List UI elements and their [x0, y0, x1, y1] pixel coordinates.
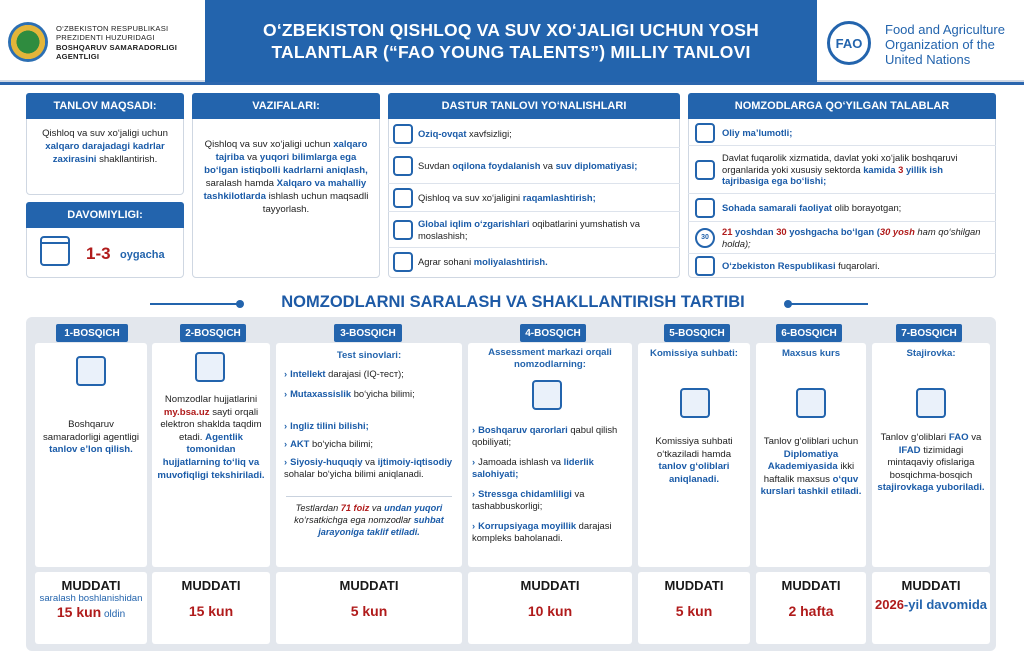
assessment-highlight: Stressga chidamliligi	[478, 488, 572, 499]
digital-agriculture-icon	[393, 188, 413, 208]
assessment-item: › Jamoada ishlash va liderlik salohiyati;	[472, 456, 594, 479]
stage-text-part: Boshqaruv samaradorligi agentligi	[43, 419, 139, 443]
assessment-highlight: Boshqaruv qarorlari	[478, 424, 568, 435]
duration-unit: oygacha	[120, 249, 165, 261]
climate-icon	[393, 220, 413, 240]
agency-header-block	[0, 0, 205, 82]
assessment-text: Jamoada ishlash va	[478, 456, 564, 467]
requirement-number: 3	[898, 163, 904, 175]
stage-text	[642, 436, 746, 486]
interview-icon	[680, 388, 710, 418]
test-text: darajasi (IQ-тест);	[325, 368, 404, 379]
duration-value: 1-3	[86, 244, 111, 263]
note-highlight: undan yuqori	[384, 503, 443, 513]
university-icon	[695, 123, 715, 143]
test-highlight: Intellekt	[290, 368, 326, 379]
stage-heading: Komissiya suhbati:	[650, 348, 738, 359]
test-item: › Mutaxassislik bo‘yicha bilimi;	[284, 388, 415, 399]
assessment-text: darajasi kompleks baholanadi.	[472, 520, 612, 543]
deadline-label: MUDDATI	[61, 578, 121, 593]
goal-text-part: shakllantirish.	[96, 154, 158, 165]
fao-header-block	[817, 0, 1024, 82]
section-title: NOMZODLARNI SARALASH VA SHAKLLANTIRISH TARTIBI	[281, 293, 745, 311]
deadline-label: MUDDATI	[520, 578, 580, 593]
requirement-item	[688, 254, 996, 278]
requirement-highlight: Sohada samarali faoliyat	[722, 201, 832, 213]
stage-heading: Assessment markazi orqali nomzodlarning:	[488, 347, 612, 370]
stage-deadline	[638, 572, 750, 644]
growth-chart-icon	[532, 380, 562, 410]
stage-deadline	[468, 572, 632, 644]
tasks-text-part: saralash hamda	[205, 178, 277, 189]
assessment-text: qabul qilish qobiliyati;	[472, 424, 618, 447]
section-dot	[236, 300, 244, 308]
program-directions-title: DASTUR TANLOVI YO‘NALISHLARI	[388, 93, 680, 119]
document-check-icon	[195, 352, 225, 382]
stage-deadline	[276, 572, 462, 644]
stage-tag: 4-BOSQICH	[520, 324, 586, 342]
requirement-text: fuqarolari.	[835, 260, 880, 272]
stage-deadline	[152, 572, 270, 644]
tasks-text-part: va	[244, 152, 260, 163]
agency-line: O‘ZBEKISTON RESPUBLIKASI	[56, 24, 169, 33]
requirement-number: 21	[722, 226, 733, 237]
stage-text-part: tizimidagi mintaqaviy ofislariga bosqichma-bosqich	[887, 444, 975, 481]
requirement-text: ham qo‘shilgan holda);	[722, 226, 981, 249]
stage-text-part: Tanlov g‘oliblari uchun	[763, 436, 859, 447]
tasks-text-part: ishlash uchun maqsadli tayyorlash.	[262, 191, 369, 215]
tasks-text-highlight: Xalqaro va mahalliy tashkilotlarda	[203, 178, 367, 202]
stage-text-highlight: IFAD	[898, 444, 921, 456]
fao-line: Food and Agriculture	[885, 22, 1005, 37]
calendar-icon	[40, 236, 70, 266]
test-item: › Siyosiy-huquqiy va ijtimoiy-iqtisodiy sohalar bo‘yicha bilimi aniqlanadi.	[284, 456, 453, 479]
test-text: sohalar bo‘yicha bilimi aniqlanadi.	[284, 468, 424, 479]
requirement-highlight: yillik ish tajribasiga ega bo‘lishi;	[722, 163, 943, 187]
website-link[interactable]: my.bsa.uz	[163, 406, 210, 418]
stage-text	[40, 419, 142, 457]
test-item: › AKT bo‘yicha bilimi;	[284, 438, 373, 449]
building-icon	[76, 356, 106, 386]
deadline-label: MUDDATI	[901, 578, 961, 593]
test-text: bo‘yicha bilimi;	[351, 388, 415, 399]
state-emblem-icon	[8, 22, 48, 62]
test-highlight: Siyosiy-huquqiy	[290, 456, 363, 467]
goal-title: TANLOV MAQSADI:	[26, 93, 184, 119]
test-text: va	[362, 456, 378, 467]
stage-deadline	[872, 572, 990, 644]
tasks-text-highlight: yuqori bilimlarga ega bo‘lgan istiqbolli kadrlarni aniqlash,	[204, 152, 368, 176]
test-highlight: Ingliz tilini bilishi;	[290, 420, 369, 431]
assessment-item: › Boshqaruv qarorlari qabul qilish qobiliyati;	[472, 424, 618, 447]
direction-item	[388, 148, 680, 184]
stage-tag: 3-BOSQICH	[334, 324, 402, 342]
stage-tag: 7-BOSQICH	[896, 324, 962, 342]
stage-deadline	[756, 572, 866, 644]
direction-highlight: moliyalashtirish.	[473, 256, 548, 268]
assessment-highlight: Korrupsiyaga moyillik	[478, 520, 577, 531]
requirement-text: olib borayotgan;	[831, 201, 902, 213]
stage-text	[157, 394, 265, 482]
stage-text-highlight: stajirovkaga yuboriladi.	[877, 482, 985, 494]
stage-text-part: Tanlov g‘oliblari	[880, 432, 949, 443]
direction-item	[388, 248, 680, 276]
deadline-label: MUDDATI	[664, 578, 724, 593]
assessment-highlight: liderlik salohiyati;	[472, 456, 594, 479]
direction-text: va	[540, 159, 556, 171]
direction-item	[388, 212, 680, 248]
assessment-item: › Korrupsiyaga moyillik darajasi kompleks baholanadi.	[472, 520, 612, 543]
stage-text-part: Komissiya suhbati o‘tkaziladi hamda	[655, 436, 733, 460]
deadline-value: 2 hafta	[788, 603, 834, 619]
stage-text-part: sayti orqali elektron shaklda taqdim etadi.	[160, 406, 262, 443]
stage-text-highlight: FAO	[948, 432, 969, 443]
goal-text-part: Qishloq va suv xo‘jaligi uchun	[42, 128, 168, 139]
requirement-highlight: Oliy ma’lumotli;	[722, 126, 793, 138]
requirement-highlight: kamida	[863, 163, 899, 175]
section-line	[788, 303, 868, 305]
stage-text	[760, 436, 862, 499]
assessment-item: › Stressga chidamliligi va tashabbuskorligi;	[472, 488, 585, 511]
stage-heading: Stajirovka:	[906, 348, 956, 359]
direction-text: Qishloq va suv xo‘jaligini	[418, 191, 523, 203]
requirement-highlight: yoshdan	[732, 226, 777, 237]
duration-title: DAVOMIYLIGI:	[26, 202, 184, 228]
direction-highlight: raqamlashtirish;	[522, 191, 596, 203]
requirement-highlight: yoshgacha bo‘lgan (	[786, 226, 880, 237]
passport-icon	[695, 256, 715, 276]
deadline-value: 5 kun	[350, 603, 388, 619]
internship-icon	[916, 388, 946, 418]
tasks-text	[198, 138, 374, 216]
tasks-text-highlight: xalqaro tajriba	[215, 139, 368, 163]
divider	[286, 496, 452, 497]
stage-text-part: ikki haftalik maxsus	[763, 461, 855, 485]
stage-text-highlight: Diplomatiya Akademiyasida	[767, 448, 839, 473]
finance-icon	[393, 252, 413, 272]
page-title: O‘ZBEKISTON QISHLOQ VA SUV XO‘JALIGI UCHUN YOSH TALANTLAR (“FAO YOUNG TALENTS”) MILLIY TANLOVI	[263, 20, 759, 62]
agency-line: BOSHQARUV SAMARADORLIGI	[56, 42, 178, 52]
stage-text	[876, 432, 986, 495]
test-item: › Intellekt darajasi (IQ-тест);	[284, 368, 404, 379]
stage-text-highlight: tanlov g‘oliblari aniqlanadi.	[658, 461, 730, 485]
goal-text	[32, 127, 178, 166]
agency-name	[56, 24, 177, 62]
fao-logo-icon: FAO	[827, 21, 871, 65]
performance-icon	[695, 198, 715, 218]
test-note	[282, 502, 456, 538]
stage-tag: 5-BOSQICH	[664, 324, 730, 342]
age-icon: 30	[695, 228, 715, 248]
note-highlight: suhbat jarayoniga taklif etiladi.	[318, 515, 444, 537]
deadline-value: 15 kun	[56, 604, 102, 620]
requirement-text: Davlat fuqarolik xizmatida, davlat yoki xo‘jalik boshqaruvi organlarida yoki xususiy sektorda	[722, 152, 958, 175]
stage-heading: Maxsus kurs	[781, 348, 841, 359]
stage-text-part: va	[968, 432, 982, 443]
requirement-highlight: O‘zbekiston Respublikasi	[722, 260, 836, 272]
stage-heading: Test sinovlari:	[336, 350, 402, 361]
stage-tag: 1-BOSQICH	[56, 324, 128, 342]
note-text: ko‘rsatkichga ega nomzodlar	[294, 515, 414, 525]
stage-text-highlight: Agentlik tomonidan hujjatlarning to‘liq va muvofiqligi tekshiriladi.	[157, 431, 265, 481]
deadline-note: -yil davomida	[903, 597, 987, 612]
deadline-label: MUDDATI	[339, 578, 399, 593]
assessment-text: va tashabbuskorligi;	[472, 488, 585, 511]
direction-text: Suvdan	[418, 159, 453, 171]
deadline-label: MUDDATI	[181, 578, 241, 593]
direction-highlight: suv diplomatiyasi;	[555, 159, 638, 171]
deadline-value: 2026	[875, 597, 904, 612]
note-text: Testlardan	[295, 503, 341, 513]
stage-text-part: Nomzodlar hujjatlarini	[164, 394, 258, 405]
test-highlight: AKT	[290, 438, 310, 449]
test-highlight: ijtimoiy-iqtisodiy	[377, 456, 453, 467]
direction-text: oqibatlarini yumshatish va moslashish;	[418, 218, 640, 241]
stage-deadline	[35, 572, 147, 644]
requirement-number: 30	[776, 226, 787, 237]
test-item: › Ingliz tilini bilishi;	[284, 420, 369, 431]
fao-line: Organization of the	[885, 37, 995, 52]
agency-line: AGENTLIGI	[56, 52, 100, 62]
tasks-text-part: Qishloq va suv xo‘jaligi uchun	[204, 139, 334, 150]
section-line	[150, 303, 240, 305]
stage-tag: 6-BOSQICH	[776, 324, 842, 342]
training-icon	[796, 388, 826, 418]
direction-item	[388, 120, 680, 148]
requirement-item	[688, 194, 996, 222]
direction-highlight: Oziq-ovqat	[418, 127, 467, 139]
note-text: va	[369, 503, 385, 513]
requirement-item	[688, 222, 996, 254]
deadline-note: saralash boshlanishidan	[39, 593, 143, 604]
direction-item	[388, 184, 680, 212]
stage-text-highlight: tanlov e’lon qilish.	[49, 444, 133, 456]
goal-text-highlight: xalqaro darajadagi kadrlar zaxirasini	[45, 141, 165, 165]
requirement-item	[688, 146, 996, 194]
direction-highlight: Global iqlim o‘zgarishlari	[418, 218, 530, 229]
requirement-item	[688, 120, 996, 146]
direction-highlight: oqilona foydalanish	[452, 159, 541, 171]
direction-text: xavfsizligi;	[466, 127, 512, 139]
fao-line: United Nations	[885, 52, 971, 67]
note-number: 71 foiz	[340, 503, 370, 513]
agency-line: PREZIDENTI HUZURIDAGI	[56, 33, 155, 43]
direction-text: Agrar sohani	[418, 256, 474, 268]
deadline-value: 10 kun	[527, 603, 573, 619]
stage-tag: 2-BOSQICH	[180, 324, 246, 342]
stage-text-highlight: o‘quv kurslari tashkil etiladi.	[760, 473, 862, 498]
water-icon	[393, 156, 413, 176]
deadline-value: 5 kun	[675, 603, 713, 619]
requirement-number: 30 yosh	[879, 226, 915, 237]
deadline-label: MUDDATI	[781, 578, 841, 593]
fao-name	[885, 22, 1005, 67]
header-divider	[0, 82, 1024, 85]
tasks-title: VAZIFALARI:	[192, 93, 380, 119]
deadline-note: oldin	[101, 609, 126, 620]
test-highlight: Mutaxassislik	[290, 388, 352, 399]
food-security-icon	[393, 124, 413, 144]
experience-icon	[695, 160, 715, 180]
deadline-value: 15 kun	[188, 603, 234, 619]
title-banner	[205, 0, 817, 82]
test-text: bo‘yicha bilimi;	[309, 438, 373, 449]
requirements-title: NOMZODLARGA QO‘YILGAN TALABLAR	[688, 93, 996, 119]
